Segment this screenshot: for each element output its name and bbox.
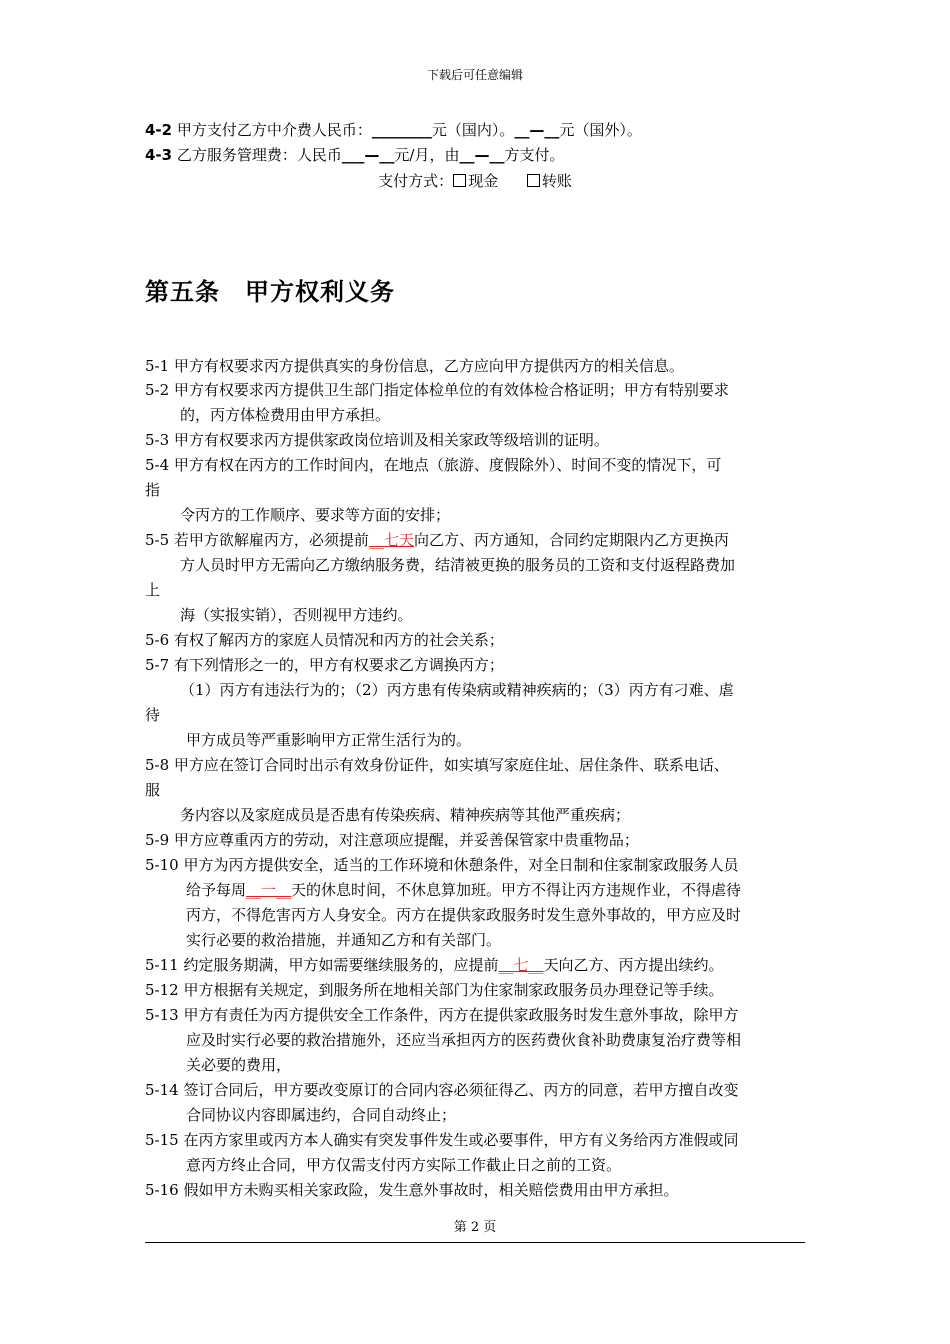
clause-line: 丙方，不得危害丙方人身安全。丙方在提供家政服务时发生意外事故的，甲方应及时 — [186, 906, 742, 924]
blank-field: __—__ — [514, 121, 560, 139]
clause-line: 5-14 签订合同后，甲方要改变原订的合同内容必须征得乙、丙方的同意，若甲方擅自改变 — [145, 1081, 739, 1099]
clause-line: 实行必要的救治措施，并通知乙方和有关部门。 — [186, 931, 502, 949]
blank-field: __—__ — [459, 146, 505, 164]
clause-line: 5-9 甲方应尊重丙方的劳动，对注意项应提醒，并妥善保管家中贵重物品； — [145, 831, 639, 849]
checkbox-cash[interactable] — [453, 174, 466, 187]
clause-text: 元（国外）。 — [559, 121, 642, 139]
clause-line: 5-2 甲方有权要求丙方提供卫生部门指定体检单位的有效体检合格证明；甲方有特别要求 — [145, 381, 729, 399]
clause-line: 5-7 有下列情形之一的，甲方有权要求乙方调换丙方； — [145, 656, 504, 674]
clause-line: 令丙方的工作顺序、要求等方面的安排； — [180, 506, 451, 524]
clause-line: 5-8 甲方应在签订合同时出示有效身份证件，如实填写家庭住址、居住条件、联系电话、 — [145, 756, 729, 774]
option-transfer-label: 转账 — [541, 172, 572, 190]
payment-label: 支付方式： — [378, 172, 454, 190]
clause-line: 5-1 甲方有权要求丙方提供真实的身份信息，乙方应向甲方提供丙方的相关信息。 — [145, 357, 684, 375]
clause-line: 务内容以及家庭成员是否患有传染疾病、精神疾病等其他严重疾病； — [180, 806, 631, 824]
clause-text: 乙方服务管理费：人民币 — [176, 146, 342, 164]
page-number: 第 2 页 — [453, 1220, 497, 1235]
clause-line: 5-16 假如甲方未购买相关家政险，发生意外事故时，相关赔偿费用由甲方承担。 — [145, 1181, 679, 1199]
clause-line: 上 — [145, 581, 161, 599]
clause-line: 5-10 甲方为丙方提供安全，适当的工作环境和休憩条件，对全日制和住家制家政服务人员 — [145, 856, 739, 874]
clause-5-10-cont — [186, 880, 741, 900]
clause-line: 5-3 甲方有权要求丙方提供家政岗位培训及相关家政等级培训的证明。 — [145, 431, 609, 449]
blank-field: __七天 — [368, 531, 414, 549]
clause-4-2 — [145, 120, 642, 140]
blank-field: ___—__ — [341, 146, 395, 164]
clause-line: 5-15 在丙方家里或丙方本人确实有突发事件发生或必要事件，甲方有义务给丙方准假或同 — [145, 1131, 739, 1149]
clause-line: 的，丙方体检费用由甲方承担。 — [180, 406, 391, 424]
clause-number: 4-3 — [145, 146, 173, 164]
footer-rule — [145, 1242, 805, 1243]
clause-line: 方人员时甲方无需向乙方缴纳服务费，结清被更换的服务员的工资和支付返程路费加 — [180, 556, 736, 574]
clause-text: 方支付。 — [504, 146, 565, 164]
clause-line: 待 — [145, 706, 161, 724]
clause-5-5 — [145, 530, 729, 550]
checkbox-transfer[interactable] — [527, 174, 540, 187]
clause-line: 意丙方终止合同，甲方仅需支付丙方实际工作截止日之前的工资。 — [186, 1156, 622, 1174]
clause-line: 服 — [145, 781, 161, 799]
blank-field: __七__ — [498, 956, 544, 974]
clause-5-11 — [145, 955, 724, 975]
clause-line: 5-4 甲方有权在丙方的工作时间内，在地点（旅游、度假除外）、时间不变的情况下，可 — [145, 456, 722, 474]
clause-text: 天向乙方、丙方提出续约。 — [543, 956, 724, 974]
clause-text: 5-5 若甲方欲解雇丙方，必须提前 — [145, 531, 369, 549]
clause-line: （1）丙方有违法行为的；（2）丙方患有传染病或精神疾病的；（3）丙方有刁难、虐 — [180, 681, 734, 699]
clause-line: 5-6 有权了解丙方的家庭人员情况和丙方的社会关系； — [145, 631, 504, 649]
clause-text: 甲方支付乙方中介费人民币： — [176, 121, 372, 139]
clause-text: 给予每周 — [186, 881, 247, 899]
clause-line: 指 — [145, 481, 161, 499]
clause-text: 元（国内）。 — [431, 121, 515, 139]
page-header: 下载后可任意编辑 — [426, 68, 523, 82]
option-cash-label: 现金 — [468, 172, 499, 190]
clause-line: 5-12 甲方根据有关规定，到服务所在地相关部门为住家制家政服务员办理登记等手续。 — [145, 981, 724, 999]
blank-field: ________ — [371, 121, 432, 139]
clause-text: 元/月，由 — [394, 146, 460, 164]
clause-line: 海（实报实销），否则视甲方违约。 — [180, 606, 413, 624]
section-title: 第五条 甲方权利义务 — [145, 278, 395, 306]
clause-line: 应及时实行必要的救治措施外，还应当承担丙方的医药费伙食补助费康复治疗费等相 — [186, 1031, 742, 1049]
clause-text: 天的休息时间，不休息算加班。甲方不得让丙方违规作业，不得虐待 — [291, 881, 742, 899]
clause-line: 甲方成员等严重影响甲方正常生活行为的。 — [186, 731, 472, 749]
clause-line: 合同协议内容即属违约，合同自动终止； — [186, 1106, 457, 1124]
payment-method — [0, 171, 950, 191]
clause-text: 5-11 约定服务期满，甲方如需要继续服务的，应提前 — [145, 956, 499, 974]
clause-line: 5-13 甲方有责任为丙方提供安全工作条件，丙方在提供家政服务时发生意外事故，除甲方 — [145, 1006, 739, 1024]
blank-field: __一__ — [246, 881, 292, 899]
clause-line: 关必要的费用， — [186, 1056, 292, 1074]
clause-4-3 — [145, 145, 564, 165]
clause-text: 向乙方、丙方通知，合同约定期限内乙方更换丙 — [413, 531, 729, 549]
clause-number: 4-2 — [145, 121, 173, 139]
